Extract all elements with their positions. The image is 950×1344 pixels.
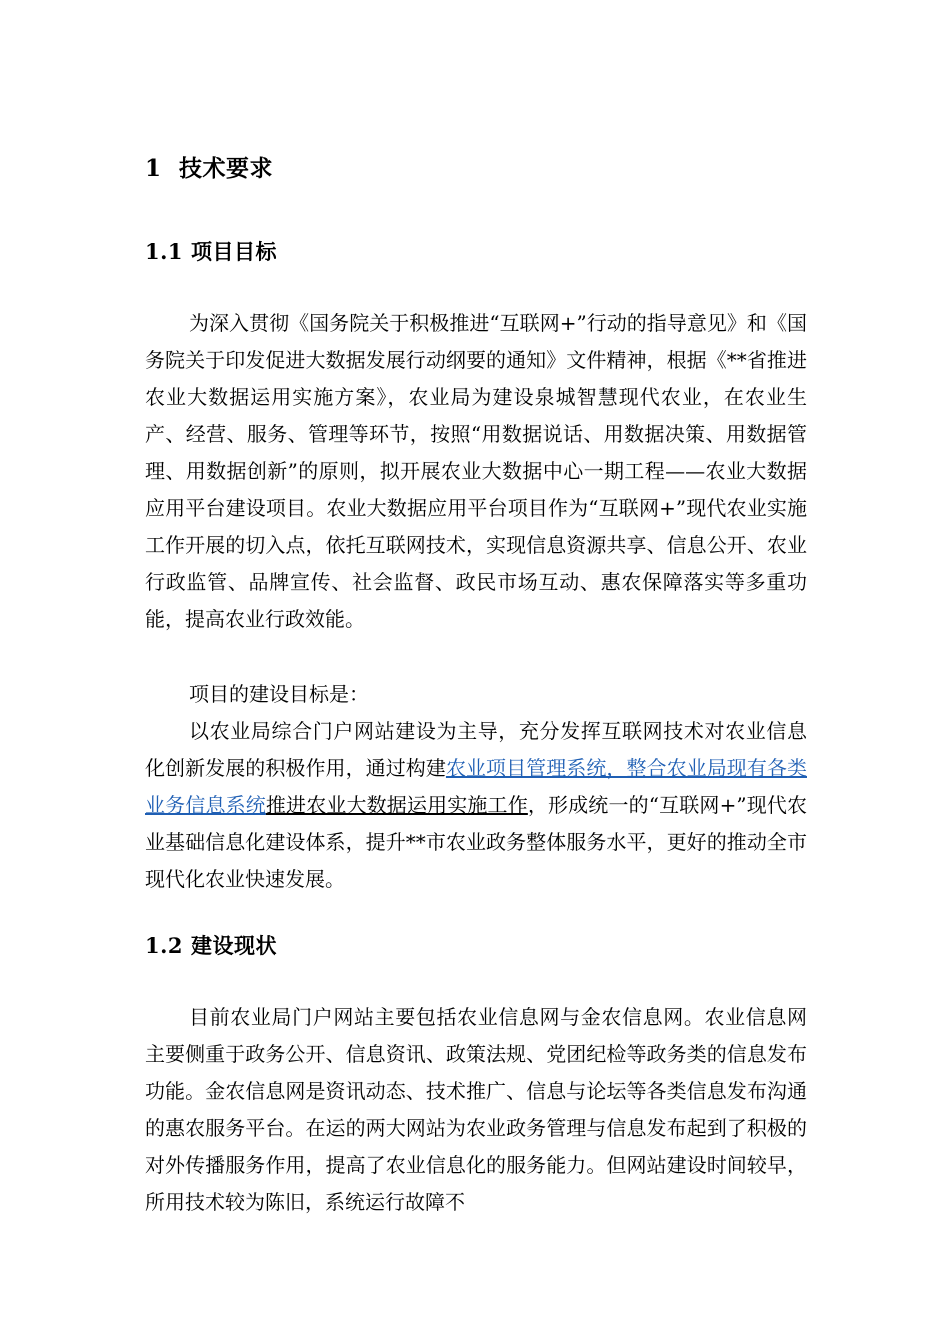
project-goal-paragraph: 为深入贯彻《国务院关于积极推进“互联网+”行动的指导意见》和《国务院关于印发促进大数据发展行动纲要的通知》文件精神，根据《**省推进农业大数据运用实施方案》，农业局为建设泉城智慧现代农业，在农业生产、经营、服务、管理等环节，按照“用数据说话、用数据决策、用数据管理、用数据创新”的原则，拟开展农业大数据中心一期工程——农业大数据应用平台建设项目。农业大数据应用平台项目作为“互联网+”现代农业实施工作开展的切入点，依托互联网技术，实现信息资源共享、信息公开、农业行政监管、品牌宣传、社会监督、政民市场互动、惠农保障落实等多重功能，提高农业行政效能。 — [145, 311, 807, 631]
heading-1-2 — [145, 930, 277, 960]
heading-1 — [145, 150, 273, 183]
goal-intro-paragraph: 项目的建设目标是： — [189, 682, 369, 706]
underlined-text: 推进农业大数据运用实施工作 — [265, 793, 528, 817]
heading-1-number: 1 — [145, 155, 162, 182]
system-link[interactable]: 农业项目管理系统，整合农业局现有各类业务信息系统 — [145, 756, 807, 817]
heading-1-1-number: 1.1 — [145, 239, 184, 264]
heading-1-1 — [145, 236, 277, 266]
current-status-paragraph: 目前农业局门户网站主要包括农业信息网与金农信息网。农业信息网主要侧重于政务公开、信息资讯、政策法规、党团纪检等政务类的信息发布功能。金农信息网是资讯动态、技术推广、信息与论坛等各类信息发布沟通的惠农服务平台。在运的两大网站为农业政务管理与信息发布起到了积极的对外传播服务作用，提高了农业信息化的服务能力。但网站建设时间较早，所用技术较为陈旧，系统运行故障不 — [145, 1005, 807, 1214]
goal-detail-text-end: ，形成统一的“互联网+”现代农业基础信息化建设体系，提升**市农业政务整体服务水平，更好的推动全市现代化农业快速发展。 — [145, 793, 808, 891]
heading-1-2-number: 1.2 — [145, 933, 184, 958]
heading-1-title: 技术要求 — [179, 155, 273, 182]
heading-1-2-title: 建设现状 — [191, 933, 277, 958]
heading-1-1-title: 项目目标 — [191, 239, 277, 264]
goal-detail-text-start: 以农业局综合门户网站建设为主导，充分发挥互联网技术对农业信息化创新发展的积极作用，通过构建 — [145, 719, 807, 780]
goal-detail-paragraph — [145, 713, 807, 898]
